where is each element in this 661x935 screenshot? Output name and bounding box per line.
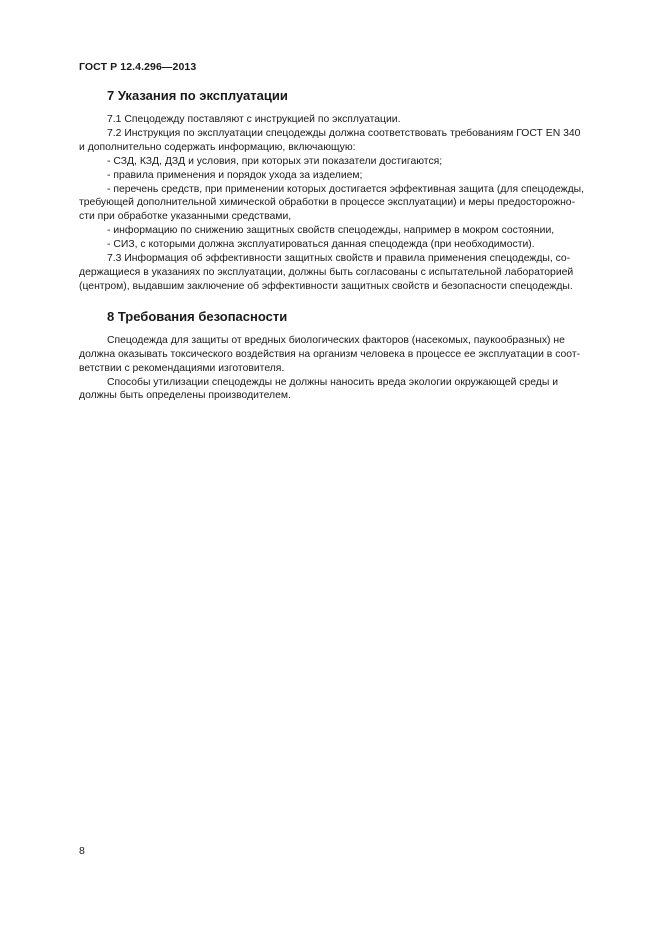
list-item: - информацию по снижению защитных свойств спецодежды, например в мокром состоянии,: [107, 225, 555, 237]
section-7-3-line-1: 7.3 Информация об эффективности защитных свойств и правила применения спецодежды, со-: [107, 253, 571, 265]
section-7-1-text: 7.1 Спецодежду поставляют с инструкцией по эксплуатации.: [107, 114, 401, 125]
list-item: - правила применения и порядок ухода за изделием;: [107, 169, 363, 181]
document-header: ГОСТ Р 12.4.296—2013: [79, 61, 197, 73]
document-body: [79, 88, 614, 403]
list-item: - СЗД, КЗД, ДЗД и условия, при которых эти показатели достигаются;: [107, 155, 443, 167]
list-item: - перечень средств, при применении которых достигается эффективная защита (для спецодежды,: [107, 183, 585, 195]
page-number: 8: [79, 845, 85, 857]
section-8-paragraph-2: [79, 376, 614, 404]
section-8-p1-line-2: должна оказывать токсического воздействия на организм человека в процессе ее эксплуатации в соот-: [79, 348, 581, 360]
section-8-p1-line-3: ветствии с рекомендациями изготовителя.: [79, 362, 285, 374]
section-7-2: [79, 127, 614, 155]
section-7-3: [79, 252, 614, 294]
section-7-1: [79, 113, 614, 127]
section-8-title: 8 Требования безопасности: [107, 308, 288, 324]
list-item-continuation: требующей дополнительной химической обработки в процессе эксплуатации) и меры предосторожно-: [79, 197, 576, 209]
section-7-2-list: [79, 155, 614, 252]
list-item: - СИЗ, с которыми должна эксплуатироваться данная спецодежда (при необходимости).: [107, 239, 535, 251]
section-7-3-line-3: (центром), выдавшим заключение об эффективности защитных свойств и безопасности спецодежды.: [79, 280, 573, 292]
section-8-p2-line-2: должны быть определены производителем.: [79, 390, 291, 402]
section-8-p1-line-1: Спецодежда для защиты от вредных биологических факторов (насекомых, паукообразных) не: [107, 334, 565, 346]
section-7-title: 7 Указания по эксплуатации: [107, 88, 288, 103]
list-item-continuation: сти при обработке указанными средствами,: [79, 211, 292, 223]
section-7-3-line-2: держащиеся в указаниях по эксплуатации, должны быть согласованы с испытательной лабораторией: [79, 266, 574, 278]
section-8-paragraph-1: [79, 334, 614, 376]
section-7-2-line-2: и дополнительно содержать информацию, включающую:: [79, 141, 356, 153]
section-8-p2-line-1: Способы утилизации спецодежды не должны наносить вреда экологии окружающей среды и: [107, 376, 559, 388]
section-7-2-line-1: 7.2 Инструкция по эксплуатации спецодежды должна соответствовать требованиям ГОСТ EN 340: [107, 127, 581, 139]
